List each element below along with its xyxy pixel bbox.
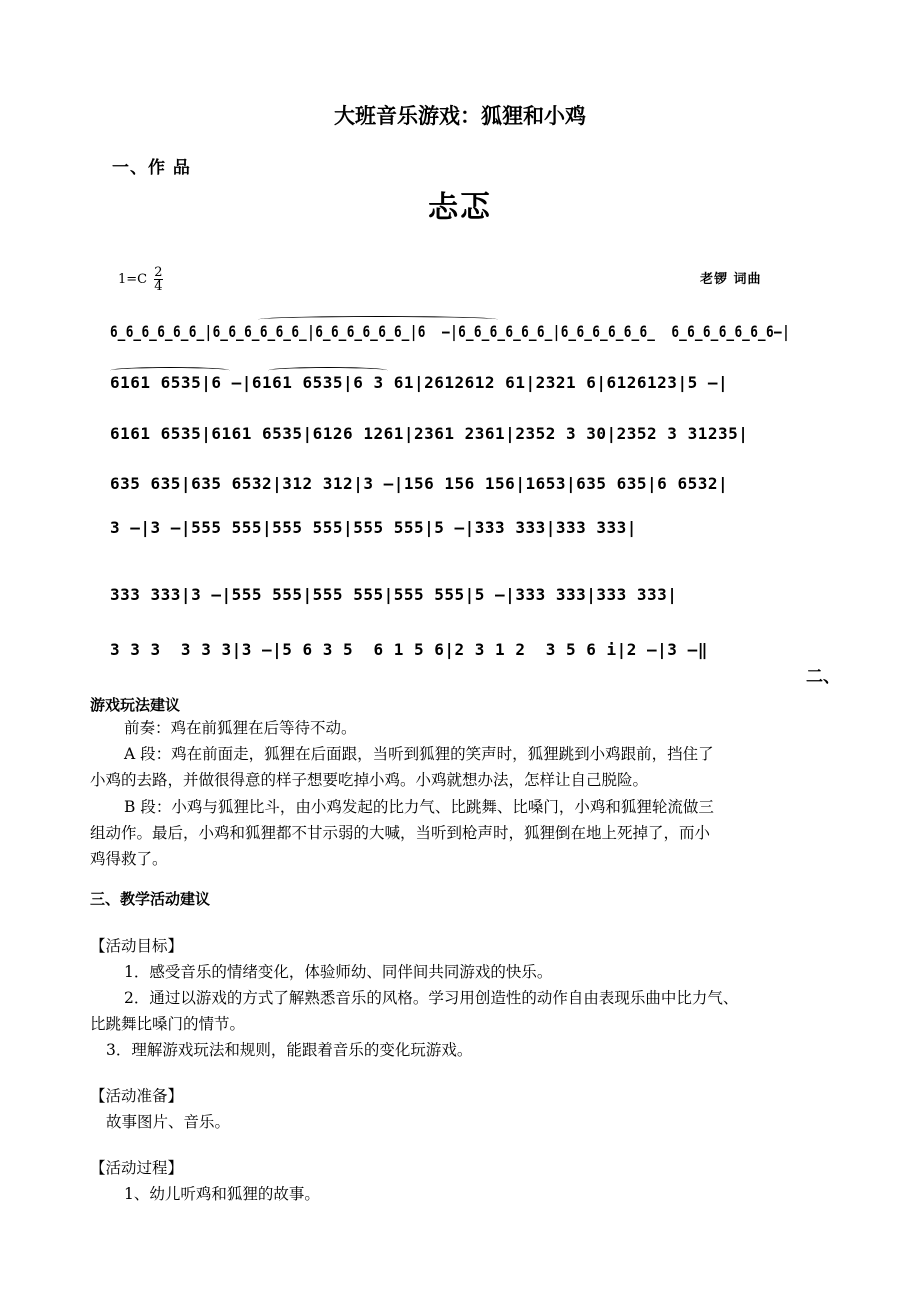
- part-a-line-1: A 段：鸡在前面走，狐狸在后面跟，当听到狐狸的笑声时，狐狸跳到小鸡跟前，挡住了: [124, 745, 714, 763]
- section-heading-works: 一、作 品: [112, 158, 191, 178]
- prep-header: 【活动准备】: [90, 1087, 184, 1105]
- process-item-1: 1、幼儿听鸡和狐狸的故事。: [124, 1185, 320, 1203]
- score-line-3: [108, 424, 792, 464]
- section-number-two: 二、: [806, 667, 840, 687]
- score-line-2: [108, 373, 792, 413]
- song-title: 忐忑: [428, 190, 492, 225]
- score-notes: 635 635|635 6532|312 312|3 –|156 156 156|1653|635 635|6 6532|: [110, 474, 729, 493]
- score-notes: 6161 6535|6 –|6161 6535|6 3 61|2612612 61|2321 6|6126123|5 –|: [110, 373, 729, 392]
- part-b-line-2: 组动作。最后，小鸡和狐狸都不甘示弱的大喊，当听到枪声时，狐狸倒在地上死掉了，而小: [90, 824, 711, 842]
- goal-item-2-cont: 比跳舞比嗓门的情节。: [90, 1015, 246, 1033]
- score-line-5: [108, 518, 792, 558]
- score-line-7: [108, 640, 792, 680]
- section-heading-game-rules: 游戏玩法建议: [90, 696, 181, 714]
- score-line-1: [108, 322, 792, 362]
- time-top: 2: [154, 265, 163, 280]
- goal-item-3: 3．理解游戏玩法和规则，能跟着音乐的变化玩游戏。: [106, 1041, 473, 1059]
- time-signature: [154, 266, 162, 293]
- goal-item-1: 1．感受音乐的情绪变化，体验师幼、同伴间共同游戏的快乐。: [124, 963, 553, 981]
- goal-header: 【活动目标】: [90, 937, 184, 955]
- score-notes: 333 333|3 –|555 555|555 555|555 555|5 –|333 333|333 333|: [110, 585, 678, 604]
- prelude-text: 前奏：鸡在前狐狸在后等待不动。: [124, 719, 357, 737]
- part-b-line-1: B 段：小鸡与狐狸比斗，由小鸡发起的比力气、比跳舞、比嗓门，小鸡和狐狸轮流做三: [124, 798, 714, 816]
- score-notes: 6̲6̲6̲6̲6̲6̲|6̲6̲6̲6̲6̲6̲|6̲6̲6̲6̲6̲6̲|6 –|6̲6̲6̲6̲6̲6̲|6̲6̲6̲6̲6̲6̲ 6̲6̲6̲6̲6̲6̲6–|: [110, 322, 791, 341]
- score-line-4: [108, 474, 792, 514]
- prep-item-1: 故事图片、音乐。: [106, 1113, 231, 1131]
- score-notes: 3 3 3 3 3 3|3 –|5 6 3 5 6 1 5 6|2 3 1 2 3 5 6 i|2 –|3 –‖: [110, 640, 708, 659]
- goal-item-2: 2．通过以游戏的方式了解熟悉音乐的风格。学习用创造性的动作自由表现乐曲中比力气、: [124, 989, 739, 1007]
- time-bottom: 4: [154, 279, 163, 294]
- section-heading-teaching: 三、教学活动建议: [90, 890, 211, 908]
- key-label: 1=C: [118, 272, 148, 287]
- key-signature: [118, 266, 163, 293]
- part-b-line-3: 鸡得救了。: [90, 850, 168, 868]
- score-line-6: [108, 585, 792, 625]
- document-title: 大班音乐游戏：狐狸和小鸡: [334, 104, 586, 128]
- composer-credit: 老锣 词曲: [700, 272, 762, 287]
- process-header: 【活动过程】: [90, 1159, 184, 1177]
- score-notes: 6161 6535|6161 6535|6126 1261|2361 2361|2352 3 30|2352 3 31235|: [110, 424, 749, 443]
- part-a-line-2: 小鸡的去路，并做很得意的样子想要吃掉小鸡。小鸡就想办法，怎样让自己脱险。: [90, 771, 649, 789]
- score-notes: 3 –|3 –|555 555|555 555|555 555|5 –|333 333|333 333|: [110, 518, 637, 537]
